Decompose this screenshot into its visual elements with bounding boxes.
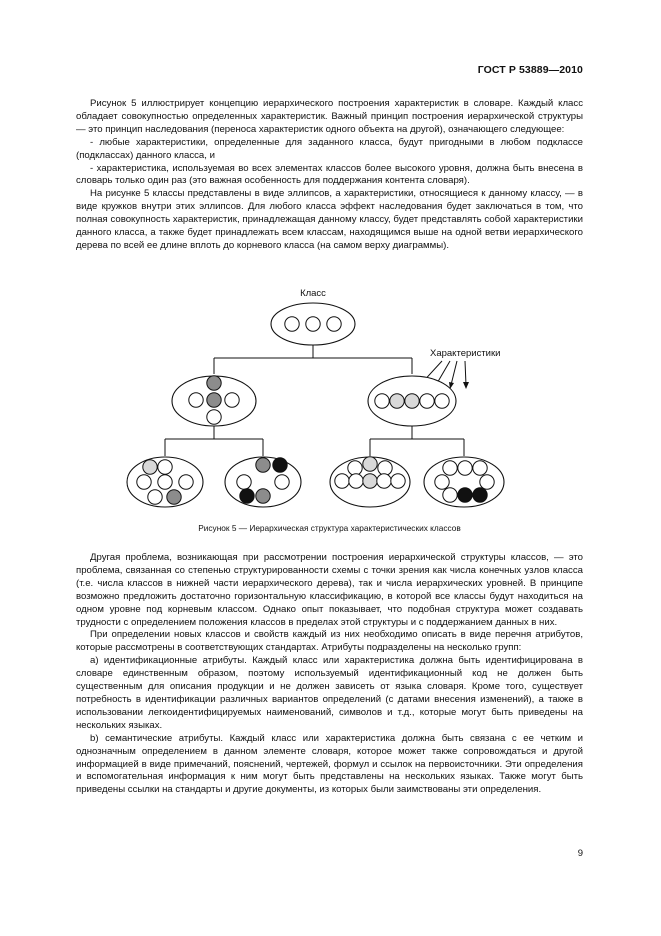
list-item-inheritance-1: - любые характеристики, определенные для заданного класса, будут пригодными в любом подклассе (подклассах) данного класса, и [76, 136, 583, 161]
page-number: 9 [577, 848, 583, 859]
characteristic-circle [225, 393, 239, 407]
paragraph-figure-intro: Рисунок 5 иллюстрирует концепцию иерархического построения характеристик в словаре. Каждый класс обладает совокупностью определенных характеристик. Важный принцип построения иерархической структуры — это принцип наследования (переноса характеристик одного объекта на другой), означающего следующее: [76, 98, 583, 135]
characteristic-circle [473, 488, 487, 502]
characteristic-circle [435, 394, 449, 408]
characteristic-circle [390, 394, 404, 408]
list-item-inheritance-2: - характеристика, используемая во всех элементах классов более высокого уровня, должна быть внесена в словарь только один раз (это важная особенность для поддержания контента словаря). [76, 162, 583, 187]
main-text-block [76, 552, 583, 797]
characteristic-circle [256, 458, 270, 472]
characteristic-circle [378, 461, 392, 475]
characteristic-circle [256, 489, 270, 503]
characteristic-circle [348, 461, 362, 475]
paragraph-structure-problem: Другая проблема, возникающая при рассмотрении построения иерархической структуры классов, — это проблема, связанная со степенью структурированности схемы с точки зрения как числа конечных узлов класса (т.е. числа классов в нижней части иерархического дерева), так и числа иерархических уровней. В принципе возможно предложить достаточно горизонтальную классификацию, в которой все классы будут находиться на одном уровне под корневым классом. Однако опыт показывает, что подобная структура может создавать трудности с определением положения классов в пределах этой структуры и с поддержанием данных в них. [76, 552, 583, 628]
characteristic-circle [473, 461, 487, 475]
label-characteristics: Характеристики [430, 348, 501, 359]
characteristic-circle [207, 376, 221, 390]
characteristic-circle [443, 488, 457, 502]
characteristic-circle [435, 475, 449, 489]
characteristic-circle [458, 488, 472, 502]
label-class: Класс [300, 288, 326, 299]
characteristic-circle [391, 474, 405, 488]
paragraph-attributes-intro: При определении новых классов и свойств каждый из них необходимо описать в виде перечня атрибутов, которые рассмотрены в соответствующих стандартах. Атрибуты подразделены на несколько групп: [76, 629, 583, 654]
characteristic-circle [458, 461, 472, 475]
characteristic-circle [405, 394, 419, 408]
characteristic-circle [148, 490, 162, 504]
characteristic-circle [179, 475, 193, 489]
characteristic-circle [240, 489, 254, 503]
characteristic-circle [480, 475, 494, 489]
intro-text-block [76, 98, 583, 253]
arrow-line-4 [465, 361, 466, 385]
characteristic-circle [443, 461, 457, 475]
characteristic-circle [143, 460, 157, 474]
characteristic-circle [285, 317, 299, 331]
list-item-semantic-attributes: b) семантические атрибуты. Каждый класс или характеристика должна быть связана с ее четким и однозначным определением в данном элементе словаря, которое может также сопровождаться и другой информацией в виде примечаний, пояснений, чертежей, формул и ссылок на первоисточники. Эти определения и вспомогательная информация к ним могут быть представлены на нескольких языках. Также могут быть приведены ссылки на стандарты и другие документы, из которых были заимствованы эти определения. [76, 732, 583, 796]
characteristic-circle [327, 317, 341, 331]
hierarchy-diagram [120, 282, 540, 522]
characteristic-circle [207, 410, 221, 424]
characteristic-circle [377, 474, 391, 488]
list-item-identification-attributes: a) идентификационные атрибуты. Каждый класс или характеристика должна быть идентифицирована в словаре единственным образом, поэтому используемый идентификационный код не должен быть существенным для описания продукции и не должен зависеть от языка словаря. Кроме того, существует потребность в идентификации различных вариантов определений (с датами внесения изменений), а также в использовании легкоидентифицируемых наименований, символов и т.д., которые могут быть приведены на нескольких языках. [76, 655, 583, 731]
characteristic-circle [375, 394, 389, 408]
document-header: ГОСТ Р 53889—2010 [477, 64, 583, 76]
paragraph-figure-explanation: На рисунке 5 классы представлены в виде эллипсов, а характеристики, относящиеся к данному классу, — в виде кружков внутри этих эллипсов. Для любого класса эффект наследования будет заключаться в том, что полная совокупность характеристик, принадлежащая данному классу, будет представлять собой характеристики данного класса, а также будет принадлежать всем классам, находящимся выше на одной ветви иерархического дерева по всей ее длине вплоть до корневого класса (на самом верху диаграммы). [76, 188, 583, 251]
characteristic-circle [189, 393, 203, 407]
characteristic-circle [207, 393, 221, 407]
characteristic-circle [137, 475, 151, 489]
characteristic-circle [158, 475, 172, 489]
characteristic-circle [420, 394, 434, 408]
characteristic-circle [363, 457, 377, 471]
arrow-line-3 [451, 361, 457, 385]
characteristic-circle [335, 474, 349, 488]
characteristic-circle [363, 474, 377, 488]
characteristic-circle [306, 317, 320, 331]
characteristic-circle [167, 490, 181, 504]
characteristic-circle [158, 460, 172, 474]
characteristic-circle [275, 475, 289, 489]
characteristic-circle [349, 474, 363, 488]
arrowhead-4 [463, 382, 469, 389]
characteristic-circle [273, 458, 287, 472]
characteristic-circle [237, 475, 251, 489]
figure-caption: Рисунок 5 — Иерархическая структура характеристических классов [198, 523, 461, 533]
